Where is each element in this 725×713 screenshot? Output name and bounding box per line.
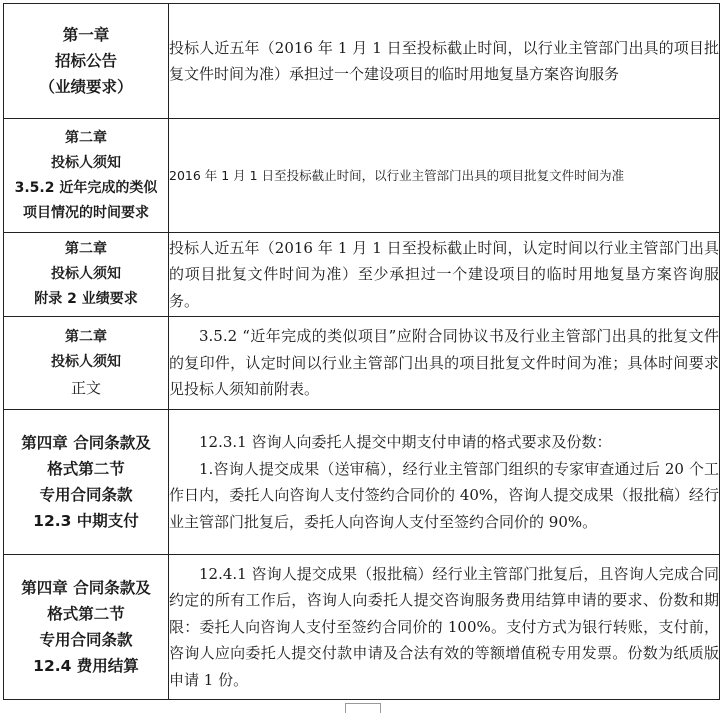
row-label-cell xyxy=(4,410,169,555)
content-text: 投标人近五年（2016 年 1 月 1 日至投标截止时间，认定时间以行业主管部门出具的项目批复文件时间为准）至少承担过一个建设项目的临时用地复垦方案咨询服务。 xyxy=(169,238,719,310)
content-paragraph: 12.4.1 咨询人提交成果（报批稿）经行业主管部门批复后，且咨询人完成合同约定的所有工作后，咨询人向委托人提交咨询服务费用结算申请的要求、份数和期限：委托人向咨询人支付至签约合同价的 100%。支付方式为银行转账，支付前，咨询人应向委托人提交付款申请及合法有效的等额增值税专用发票。份数为纸质版申请 1 份。 xyxy=(169,564,719,689)
row-label-cell xyxy=(4,555,169,700)
label-line: 第四章 合同条款及 xyxy=(21,434,151,452)
table-row xyxy=(4,4,720,119)
label-line: 12.3 中期支付 xyxy=(33,512,139,530)
label-line: 第二章 xyxy=(65,329,107,345)
table-row xyxy=(4,233,720,317)
label-line: 第二章 xyxy=(65,129,107,146)
label-line: 格式第二节 xyxy=(47,460,125,478)
row-content-cell xyxy=(169,119,720,233)
table-row xyxy=(4,119,720,233)
row-label-cell xyxy=(4,233,169,317)
row-content-cell xyxy=(169,555,720,700)
table-row xyxy=(4,410,720,555)
label-line: 格式第二节 xyxy=(47,605,125,623)
content-text: 3.5.2 “近年完成的类似项目”应附合同协议书及行业主管部门出具的批复文件的复印件，认定时间以行业主管部门出具的项目批复文件时间为准；具体时间要求见投标人须知前附表。 xyxy=(169,327,719,399)
content-text: 2016 年 1 月 1 日至投标截止时间，以行业主管部门出具的项目批复文件时间为准 xyxy=(169,167,625,183)
label-line: （业绩要求） xyxy=(39,78,133,96)
label-line: 3.5.2 近年完成的类似 xyxy=(14,179,158,196)
row-label-cell xyxy=(4,317,169,410)
label-line: 投标人须知 xyxy=(51,354,121,370)
label-line: 正文 xyxy=(70,379,101,397)
label-line: 第一章 xyxy=(62,26,110,44)
label-line: 专用合同条款 xyxy=(39,631,133,649)
row-content-cell xyxy=(169,233,720,317)
row-content-cell xyxy=(169,317,720,410)
label-line: 第四章 合同条款及 xyxy=(21,579,151,597)
label-line: 项目情况的时间要求 xyxy=(23,204,149,221)
label-line: 投标人须知 xyxy=(51,266,121,282)
label-line: 第二章 xyxy=(65,241,107,257)
row-label-cell xyxy=(4,119,169,233)
table-row xyxy=(4,555,720,700)
requirements-table xyxy=(3,3,720,700)
table-row xyxy=(4,317,720,410)
row-content-cell xyxy=(169,410,720,555)
label-line: 12.4 费用结算 xyxy=(33,657,139,675)
content-paragraph: 1.咨询人提交成果（送审稿），经行业主管部门组织的专家审查通过后 20 个工作日内，委托人向咨询人支付签约合同价的 40%，咨询人提交成果（报批稿）经行业主管部门批复后，委托人向咨询人支付至签约合同价的 90%。 xyxy=(169,459,719,531)
label-line: 附录 2 业绩要求 xyxy=(34,291,138,307)
content-text: 投标人近五年（2016 年 1 月 1 日至投标截止时间，以行业主管部门出具的项目批复文件时间为准）承担过一个建设项目的临时用地复垦方案咨询服务 xyxy=(169,38,719,83)
row-label-cell xyxy=(4,4,169,119)
label-line: 招标公告 xyxy=(54,52,117,70)
content-paragraph: 12.3.1 咨询人向委托人提交中期支付申请的格式要求及份数： xyxy=(199,433,612,451)
label-line: 投标人须知 xyxy=(51,154,121,171)
row-content-cell xyxy=(169,4,720,119)
label-line: 专用合同条款 xyxy=(39,486,133,504)
